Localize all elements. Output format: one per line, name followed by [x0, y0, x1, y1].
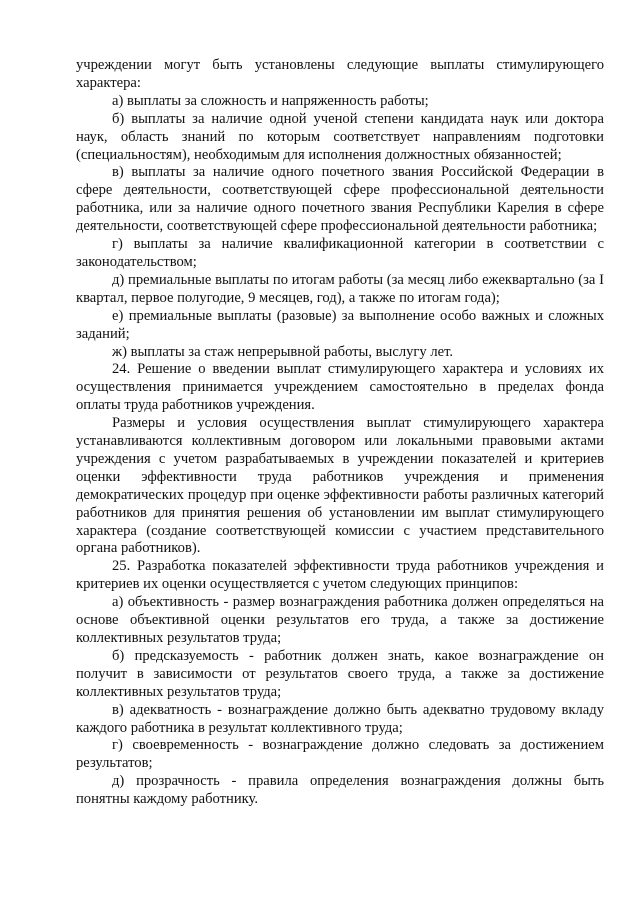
principle-item-a: а) объективность - размер вознаграждения работника должен определяться на основе объективной оценки результатов его труда, а также за достижение коллективных результатов труда;	[76, 594, 604, 646]
list-item-v: в) выплаты за наличие одного почетного звания Российской Федерации в сфере деятельности, соответствующей сфере профессиональной деятельности работника, или за наличие одного почетного звания Республики Карелия в сфере деятельности, соответствующей сфере профессиональной деятельности работника;	[76, 164, 604, 235]
list-item-d: д) премиальные выплаты по итогам работы (за месяц либо ежеквартально (за I квартал, первое полугодие, 9 месяцев, год), а также по итогам года);	[76, 271, 604, 306]
paragraph-24: 24. Решение о введении выплат стимулирующего характера и условиях их осуществления принимается учреждением самостоятельно в пределах фонда оплаты труда работников учреждения.	[76, 361, 604, 414]
paragraph-sizes-conditions: Размеры и условия осуществления выплат стимулирующего характера устанавливаются коллективным договором или локальными правовыми актами учреждения с учетом разрабатываемых в учреждении показателей и критериев оценки эффективности труда работников учреждения и применения демократических процедур при оценке эффективности работы различных категорий работников для принятия решения об установлении им выплат стимулирующего характера (создание соответствующей комиссии с участием представительного органа работников).	[76, 415, 604, 557]
paragraph-continuation: учреждении могут быть установлены следующие выплаты стимулирующего характера:	[76, 57, 604, 91]
list-item-a: а) выплаты за сложность и напряженность работы;	[112, 92, 429, 109]
document-page	[76, 57, 604, 809]
list-item-zh: ж) выплаты за стаж непрерывной работы, выслугу лет.	[112, 343, 454, 360]
principle-item-g: г) своевременность - вознаграждение должно следовать за достижением результатов;	[76, 737, 604, 772]
list-item-b: б) выплаты за наличие одной ученой степени кандидата наук или доктора наук, область знаний по которым соответствует направлениям подготовки (специальностям), необходимым для исполнения должностных обязанностей;	[76, 110, 604, 163]
principle-item-d: д) прозрачность - правила определения вознаграждения должны быть понятны каждому работнику.	[76, 773, 604, 808]
principle-item-b: б) предсказуемость - работник должен знать, какое вознаграждение он получит в зависимости от результатов своего труда, а также за достижение коллективных результатов труда;	[76, 647, 604, 700]
list-item-g: г) выплаты за наличие квалификационной категории в соответствии с законодательством;	[76, 236, 604, 270]
list-item-e: е) премиальные выплаты (разовые) за выполнение особо важных и сложных заданий;	[76, 307, 604, 342]
principle-item-v: в) адекватность - вознаграждение должно быть адекватно трудовому вкладу каждого работника в результат коллективного труда;	[76, 701, 604, 736]
paragraph-25: 25. Разработка показателей эффективности труда работников учреждения и критериев их оценки осуществляется с учетом следующих принципов:	[76, 558, 604, 593]
